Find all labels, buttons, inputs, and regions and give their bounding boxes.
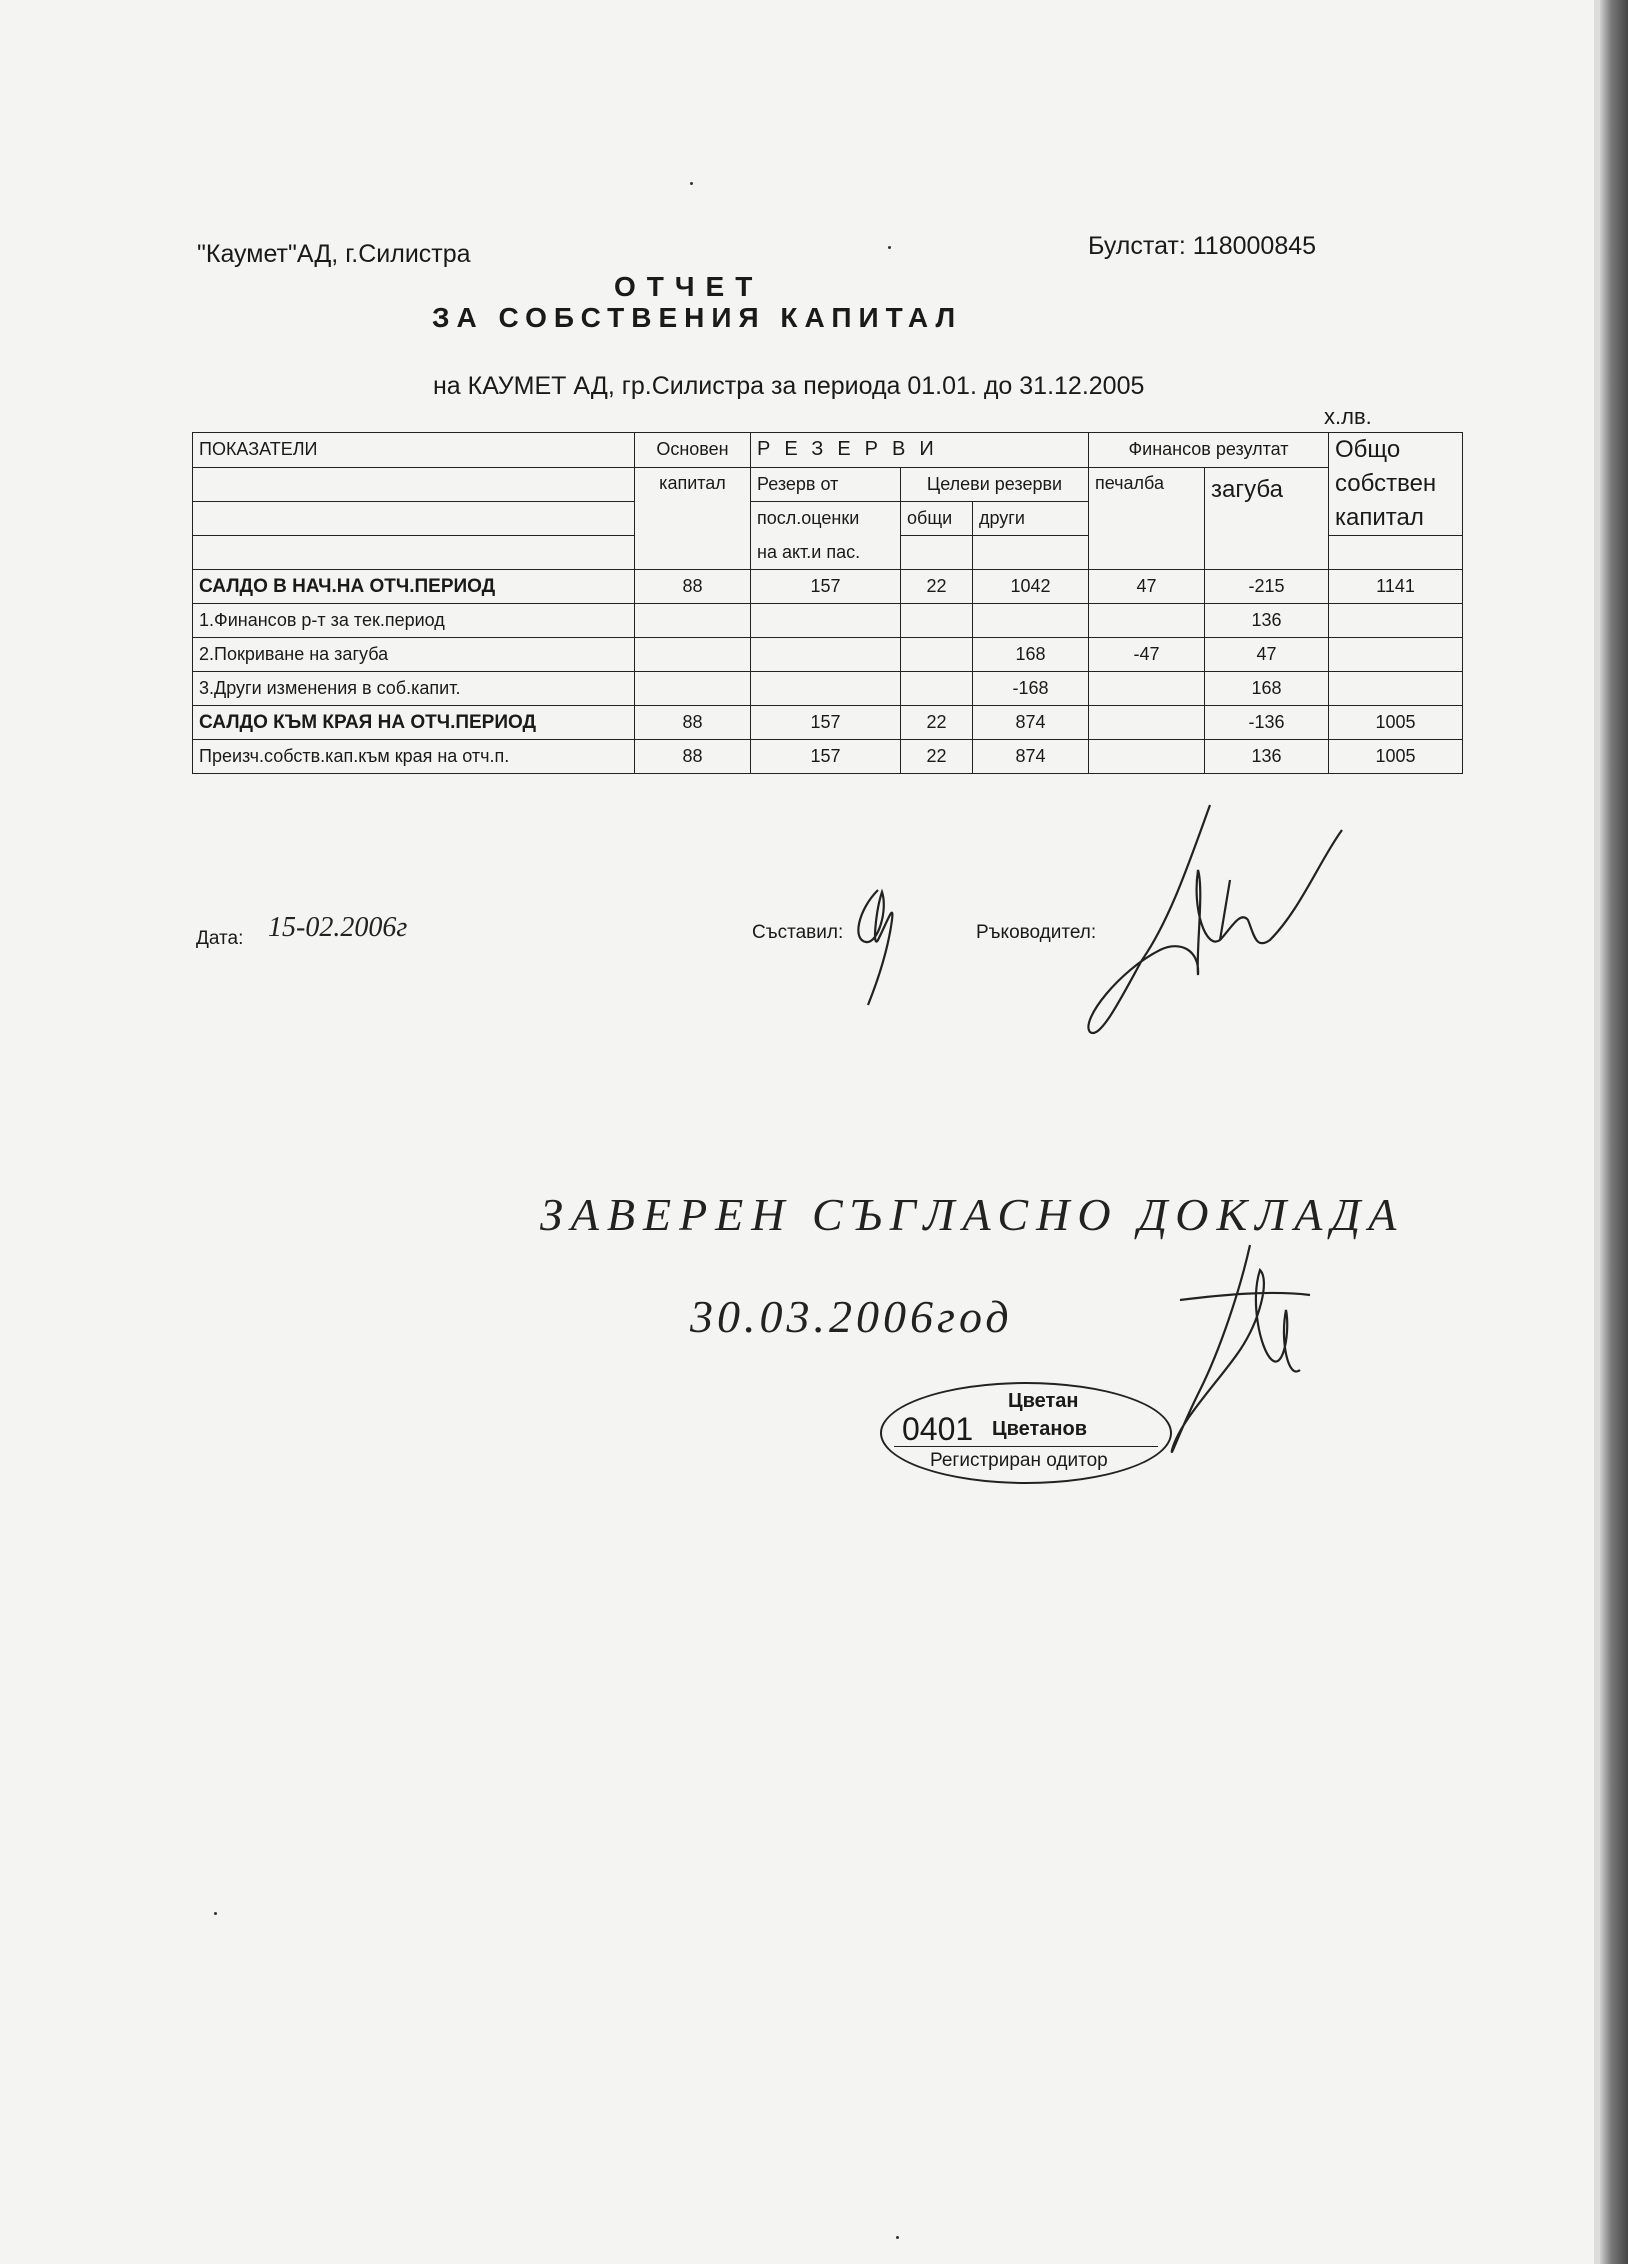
cell-basic: 88 bbox=[635, 570, 751, 604]
cell-profit bbox=[1089, 706, 1205, 740]
cell-reval: 157 bbox=[751, 706, 901, 740]
compiled-by-signature bbox=[848, 880, 908, 1010]
row-label: САЛДО В НАЧ.НА ОТЧ.ПЕРИОД bbox=[193, 570, 635, 604]
report-title-sub: ЗА СОБСТВЕНИЯ КАПИТАЛ bbox=[432, 302, 963, 333]
header-empty-2 bbox=[193, 501, 635, 536]
cell-loss: 136 bbox=[1205, 604, 1329, 638]
scan-speck bbox=[896, 2236, 899, 2239]
header-basic-capital-2: капитал bbox=[635, 467, 751, 570]
stamp-divider bbox=[894, 1446, 1158, 1447]
cell-reval bbox=[751, 638, 901, 672]
header-total-2: собствен bbox=[1329, 467, 1463, 501]
cell-reval: 157 bbox=[751, 740, 901, 774]
cell-basic bbox=[635, 672, 751, 706]
header-total-1: Общо bbox=[1329, 433, 1463, 468]
header-general: общи bbox=[901, 501, 973, 536]
cell-other: 168 bbox=[973, 638, 1089, 672]
cell-other: 1042 bbox=[973, 570, 1089, 604]
cell-general bbox=[901, 604, 973, 638]
header-reserves: РЕЗЕРВИ bbox=[751, 433, 1089, 468]
certification-line-2: 30.03.2006год bbox=[690, 1291, 1013, 1342]
scan-speck bbox=[214, 1912, 217, 1915]
auditor-signature bbox=[1160, 1240, 1330, 1460]
date-value-handwritten: 15-02.2006г bbox=[268, 912, 408, 943]
report-period: на КАУМЕТ АД, гр.Силистра за периода 01.01. до 31.12.2005 bbox=[433, 372, 1145, 400]
row-label: 2.Покриване на загуба bbox=[193, 638, 635, 672]
cell-general: 22 bbox=[901, 706, 973, 740]
stamp-name-last: Цветанов bbox=[992, 1418, 1088, 1440]
cell-loss: 47 bbox=[1205, 638, 1329, 672]
manager-signature bbox=[1080, 800, 1350, 1050]
stamp-role: Регистриран одитор bbox=[930, 1450, 1108, 1471]
header-loss: загуба bbox=[1205, 467, 1329, 570]
table-row bbox=[193, 604, 1463, 638]
auditor-stamp bbox=[880, 1382, 1176, 1488]
date-label: Дата: bbox=[196, 928, 244, 949]
cell-basic: 88 bbox=[635, 740, 751, 774]
stamp-name-first: Цветан bbox=[1008, 1390, 1079, 1412]
row-label: 1.Финансов р-т за тек.период bbox=[193, 604, 635, 638]
cell-profit bbox=[1089, 672, 1205, 706]
cell-loss: 168 bbox=[1205, 672, 1329, 706]
cell-loss: -136 bbox=[1205, 706, 1329, 740]
cell-general bbox=[901, 638, 973, 672]
table-row bbox=[193, 706, 1463, 740]
cell-other: 874 bbox=[973, 740, 1089, 774]
cell-basic bbox=[635, 604, 751, 638]
header-indicators: ПОКАЗАТЕЛИ bbox=[193, 433, 635, 468]
header-financial-result: Финансов резултат bbox=[1089, 433, 1329, 468]
bulstat-number: Булстат: 118000845 bbox=[1088, 232, 1317, 260]
header-empty-1 bbox=[193, 467, 635, 501]
header-empty-4 bbox=[901, 536, 973, 570]
equity-report-table bbox=[192, 432, 1463, 774]
stamp-number: 0401 bbox=[902, 1411, 974, 1447]
cell-other: 874 bbox=[973, 706, 1089, 740]
cell-profit bbox=[1089, 740, 1205, 774]
cell-total bbox=[1329, 638, 1463, 672]
cell-reval bbox=[751, 672, 901, 706]
cell-general: 22 bbox=[901, 570, 973, 604]
cell-profit: 47 bbox=[1089, 570, 1205, 604]
scan-speck bbox=[888, 246, 891, 249]
cell-profit bbox=[1089, 604, 1205, 638]
cell-general bbox=[901, 672, 973, 706]
cell-general: 22 bbox=[901, 740, 973, 774]
compiled-by-label: Съставил: bbox=[752, 922, 844, 943]
cell-basic: 88 bbox=[635, 706, 751, 740]
cell-reval: 157 bbox=[751, 570, 901, 604]
scan-edge-shadow bbox=[1600, 0, 1628, 2264]
header-row-1 bbox=[193, 433, 1463, 468]
cell-total: 1005 bbox=[1329, 740, 1463, 774]
header-empty-3 bbox=[193, 536, 635, 570]
cell-loss: -215 bbox=[1205, 570, 1329, 604]
scan-speck bbox=[690, 182, 693, 185]
row-label: Преизч.собств.кап.към края на отч.п. bbox=[193, 740, 635, 774]
table-row bbox=[193, 638, 1463, 672]
header-target-reserves: Целеви резерви bbox=[901, 467, 1089, 501]
table-row bbox=[193, 570, 1463, 604]
row-label: САЛДО КЪМ КРАЯ НА ОТЧ.ПЕРИОД bbox=[193, 706, 635, 740]
cell-total: 1141 bbox=[1329, 570, 1463, 604]
header-reval-reserve-2: посл.оценки bbox=[751, 501, 901, 536]
company-name: "Каумет"АД, г.Силистра bbox=[197, 240, 471, 268]
cell-total bbox=[1329, 672, 1463, 706]
header-reval-reserve-3: на акт.и пас. bbox=[751, 536, 901, 570]
header-row-2 bbox=[193, 467, 1463, 501]
header-basic-capital-1: Основен bbox=[635, 433, 751, 468]
cell-total: 1005 bbox=[1329, 706, 1463, 740]
cell-other: -168 bbox=[973, 672, 1089, 706]
header-reval-reserve-1: Резерв от bbox=[751, 467, 901, 501]
header-empty-5 bbox=[973, 536, 1089, 570]
header-other: други bbox=[973, 501, 1089, 536]
cell-profit: -47 bbox=[1089, 638, 1205, 672]
cell-total bbox=[1329, 604, 1463, 638]
cell-other bbox=[973, 604, 1089, 638]
manager-label: Ръководител: bbox=[976, 922, 1097, 943]
report-title: ОТЧЕТ bbox=[614, 271, 764, 302]
cell-reval bbox=[751, 604, 901, 638]
table-row bbox=[193, 740, 1463, 774]
cell-basic bbox=[635, 638, 751, 672]
scan-edge-highlight bbox=[1594, 0, 1600, 2264]
currency-unit: х.лв. bbox=[1324, 404, 1372, 429]
table-row bbox=[193, 672, 1463, 706]
header-total-3: капитал bbox=[1329, 501, 1463, 536]
cell-loss: 136 bbox=[1205, 740, 1329, 774]
certification-line-1: ЗАВЕРЕН СЪГЛАСНО ДОКЛАДА bbox=[540, 1189, 1405, 1240]
header-profit: печалба bbox=[1089, 467, 1205, 570]
header-empty-6 bbox=[1329, 536, 1463, 570]
row-label: 3.Други изменения в соб.капит. bbox=[193, 672, 635, 706]
